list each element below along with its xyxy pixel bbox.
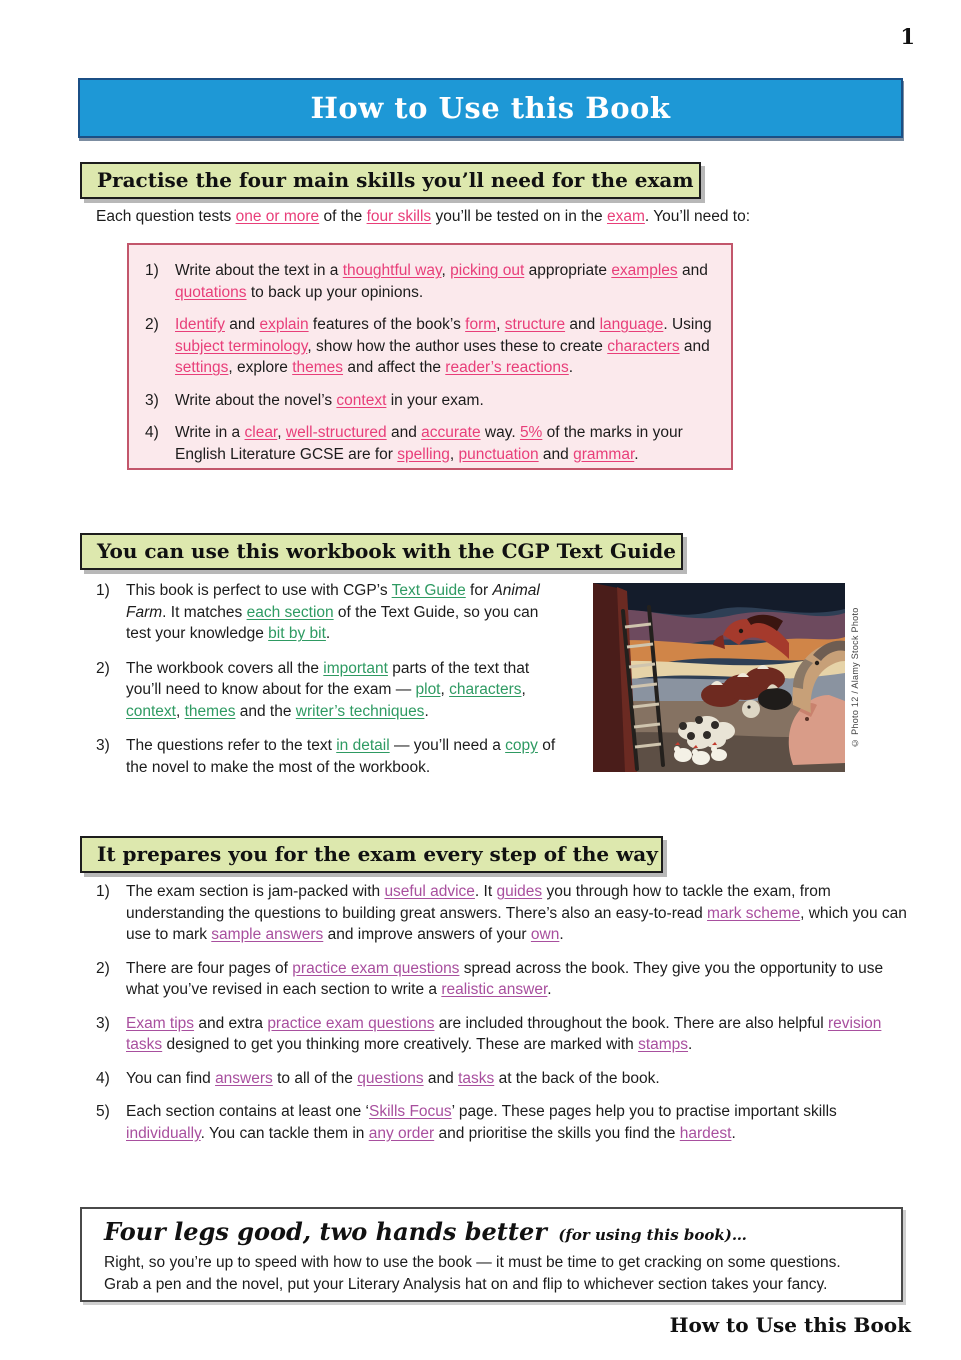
item-number: 3) (145, 391, 159, 409)
item-number: 2) (96, 659, 110, 677)
item-number: 4) (96, 1069, 110, 1087)
italic-term: Animal Farm (126, 582, 540, 621)
underlined-term: individually (126, 1124, 201, 1142)
underlined-term: plot (415, 681, 441, 698)
underlined-term: writer’s techniques (295, 702, 425, 720)
title-banner (78, 78, 903, 138)
item-number: 2) (145, 316, 159, 333)
footer-title: How to Use this Book (669, 1313, 911, 1337)
underlined-term: explain (259, 316, 309, 333)
page-title: How to Use this Book (310, 91, 671, 125)
item-number: 1) (96, 883, 110, 900)
underlined-term: Exam tips (126, 1014, 195, 1032)
underlined-term: picking out (450, 262, 525, 279)
item-text: The exam section is jam-packed with useful advice. It guides you through how to tackle the exam, from understanding the questions to building great answers. There’s also an easy-to-read mark scheme, which you can use to mark sample answers and improve answers of your own. (126, 883, 907, 943)
underlined-term: Identify (175, 316, 225, 333)
exam-prep-list (96, 881, 910, 1156)
outro-line: Grab a pen and the novel, put your Literary Analysis hat on and flip to whichever section takes your fancy. (104, 1275, 828, 1293)
underlined-term: any order (368, 1124, 435, 1142)
underlined-term: important (323, 659, 388, 677)
list-item (96, 658, 556, 723)
item-text: The questions refer to the text in detail — you’ll need a copy of the novel to make the most of the workbook. (126, 737, 556, 776)
outro-box (80, 1207, 903, 1302)
item-text: There are four pages of practice exam questions spread across the book. They give you the opportunity to use what you’ve revised in each section to write a realistic answer. (126, 959, 884, 998)
underlined-term: exam (606, 208, 645, 225)
underlined-term: sample answers (211, 926, 324, 943)
item-text: This book is perfect to use with CGP’s Text Guide for Animal Farm. It matches each section of the Text Guide, so you can test your knowledge bit by bit. (126, 582, 540, 642)
list-item (145, 422, 717, 465)
item-text: Each section contains at least one ‘Skills Focus’ page. These pages help you to practise important skills individually. You can tackle them in any order and prioritise the skills you find the hardest. (126, 1103, 837, 1142)
underlined-term: language (599, 316, 664, 333)
underlined-term: Skills Focus (368, 1103, 452, 1120)
item-number: 3) (96, 737, 110, 754)
underlined-term: useful advice (384, 883, 475, 900)
underlined-term: practice exam questions (292, 959, 460, 977)
outro-title-suffix: (for using this book)… (558, 1226, 747, 1244)
underlined-term: mark scheme (707, 904, 801, 922)
underlined-term: themes (184, 702, 236, 720)
outro-line: Right, so you’re up to speed with how to use the book — it must be time to get cracking on some questions. (104, 1254, 841, 1271)
list-item (96, 1101, 910, 1144)
underlined-term: well-structured (285, 424, 387, 441)
underlined-term: 5% (519, 424, 543, 441)
underlined-term: reader’s reactions (445, 359, 569, 376)
item-number: 1) (96, 582, 110, 599)
item-text: Write in a clear, well-structured and accurate way. 5% of the marks in your English Literature GCSE are for spelling, punctuation and grammar. (175, 424, 683, 463)
underlined-term: bit by bit (268, 625, 326, 642)
underlined-term: settings (175, 359, 229, 376)
item-text: Write about the novel’s context in your exam. (175, 391, 484, 409)
underlined-term: examples (611, 262, 678, 279)
text-guide-list (96, 580, 556, 791)
underlined-term: context (126, 702, 176, 720)
underlined-term: copy (505, 737, 538, 754)
underlined-term: Text Guide (391, 582, 466, 599)
list-item (145, 314, 717, 379)
underlined-term: form (465, 316, 497, 333)
underlined-term: realistic answer (441, 981, 548, 998)
outro-title-line (104, 1217, 879, 1246)
list-item (96, 1068, 910, 1090)
underlined-term: stamps (638, 1036, 689, 1053)
intro-paragraph: Each question tests one or more of the four skills you’ll be tested on in the exam. You’ll need to: (96, 208, 751, 225)
underlined-term: hardest (679, 1124, 732, 1142)
underlined-term: in detail (336, 737, 390, 754)
underlined-term: accurate (421, 424, 481, 441)
item-text: Identify and explain features of the book’s form, structure and language. Using subject terminology, show how the author uses these to create characters and settings, explore themes and affect the reader’s reactions. (175, 316, 712, 376)
underlined-term: one or more (235, 208, 320, 225)
section-heading-skills: Practise the four main skills you’ll need for the exam (80, 162, 701, 199)
underlined-term: practice exam questions (267, 1014, 435, 1032)
item-number: 4) (145, 424, 159, 441)
underlined-term: structure (504, 316, 566, 333)
item-number: 1) (145, 262, 159, 279)
list-item (145, 260, 717, 303)
item-text: Exam tips and extra practice exam questions are included throughout the book. There are also helpful revision tasks designed to get you thinking more creatively. These are marked with stamps. (126, 1014, 882, 1053)
underlined-term: spelling (397, 445, 450, 463)
list-item (145, 390, 717, 412)
underlined-term: own (530, 926, 560, 943)
section-heading-text-guide: You can use this workbook with the CGP Text Guide (80, 533, 683, 570)
underlined-term: punctuation (458, 445, 539, 463)
list-item (96, 881, 910, 946)
list-item (96, 735, 556, 778)
underlined-term: themes (292, 359, 344, 376)
image-credit: © Photo 12 / Alamy Stock Photo (850, 607, 860, 748)
underlined-term: questions (357, 1069, 424, 1087)
underlined-term: guides (496, 883, 543, 900)
page-number: 1 (900, 24, 915, 49)
item-number: 3) (96, 1014, 110, 1032)
underlined-term: answers (215, 1069, 273, 1087)
section-heading-exam-prep: It prepares you for the exam every step of the way (80, 836, 663, 873)
list-item (96, 580, 556, 645)
skills-box (127, 243, 733, 470)
underlined-term: four skills (366, 208, 432, 225)
underlined-term: quotations (175, 283, 247, 301)
underlined-term: each section (246, 603, 334, 621)
underlined-term: thoughtful way (342, 262, 442, 279)
underlined-term: tasks (458, 1069, 495, 1087)
underlined-term: clear (244, 424, 278, 441)
underlined-term: characters (449, 681, 522, 698)
underlined-term: subject terminology (175, 337, 308, 355)
animal-farm-image (593, 583, 845, 772)
underlined-term: revision tasks (126, 1014, 882, 1053)
item-text: The workbook covers all the important parts of the text that you’ll need to know about for the exam — plot, characters, context, themes and the writer’s techniques. (126, 659, 530, 720)
item-text: You can find answers to all of the questions and tasks at the back of the book. (126, 1069, 660, 1087)
item-number: 5) (96, 1103, 110, 1120)
item-number: 2) (96, 959, 110, 977)
list-item (96, 958, 910, 1001)
outro-title: Four legs good, two hands better (104, 1217, 547, 1246)
underlined-term: characters (607, 337, 680, 355)
list-item (96, 1013, 910, 1056)
underlined-term: context (336, 391, 387, 409)
item-text: Write about the text in a thoughtful way, picking out appropriate examples and quotations to back up your opinions. (175, 262, 708, 301)
underlined-term: grammar (573, 445, 635, 463)
